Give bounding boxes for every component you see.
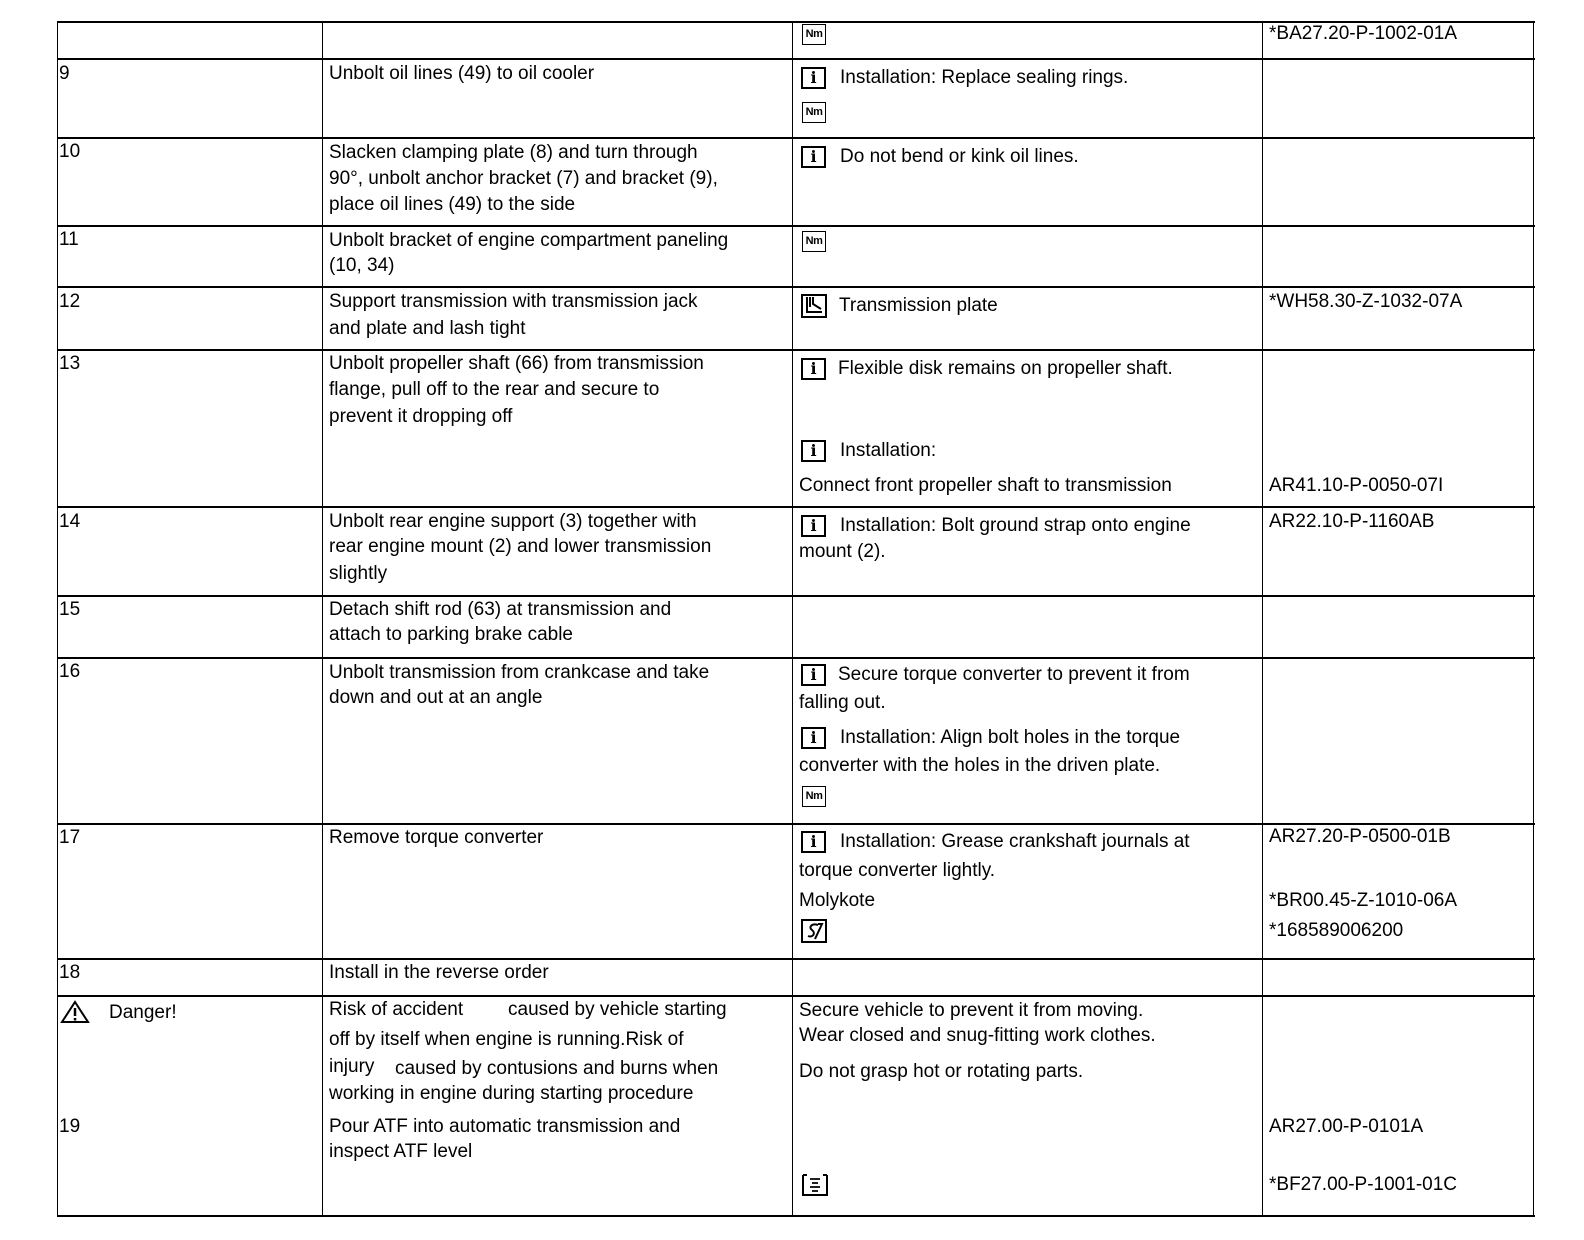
step-action: Unbolt propeller shaft (66) from transmission xyxy=(329,353,704,374)
info-icon: i xyxy=(801,146,826,168)
step-action: down and out at an angle xyxy=(329,687,543,708)
column-divider xyxy=(322,21,323,1217)
row-divider xyxy=(57,225,1535,227)
reference-code: AR41.10-P-0050-07I xyxy=(1269,475,1444,496)
row-divider xyxy=(57,506,1535,508)
info-icon: i xyxy=(801,727,826,749)
note-line: i Secure torque converter to prevent it from xyxy=(801,662,1190,688)
note-line: falling out. xyxy=(799,692,886,713)
step-action: and plate and lash tight xyxy=(329,318,526,339)
grease-icon xyxy=(801,919,827,943)
step-action: 90°, unbolt anchor bracket (7) and bracket (9), xyxy=(329,168,718,189)
note-line: converter with the holes in the driven plate. xyxy=(799,755,1161,776)
step-number: 13 xyxy=(59,353,81,374)
column-divider xyxy=(1262,21,1263,1217)
warning-triangle-icon xyxy=(60,1000,90,1024)
info-icon: i xyxy=(801,515,826,537)
note-line: Connect front propeller shaft to transmission xyxy=(799,475,1172,496)
step-number: 9 xyxy=(59,63,70,84)
fluid-level-icon xyxy=(801,1171,829,1197)
step-action: Slacken clamping plate (8) and turn through xyxy=(329,142,698,163)
note-line: Wear closed and snug-fitting work clothes. xyxy=(799,1025,1156,1046)
step-number: 15 xyxy=(59,599,81,620)
note-line: Secure vehicle to prevent it from moving. xyxy=(799,1000,1144,1021)
step-action: (10, 34) xyxy=(329,255,395,276)
note-line: Molykote xyxy=(799,890,876,911)
step-action: caused by contusions and burns when xyxy=(395,1058,719,1079)
step-action: prevent it dropping off xyxy=(329,406,513,427)
column-divider xyxy=(792,21,793,1217)
info-icon: i xyxy=(801,358,826,380)
torque-icon: Nm xyxy=(802,231,826,252)
reference-code: *BA27.20-P-1002-01A xyxy=(1269,23,1458,44)
row-divider xyxy=(57,995,1535,997)
step-action: caused by vehicle starting xyxy=(508,999,727,1020)
row-divider xyxy=(57,349,1535,351)
info-icon: i xyxy=(801,67,826,89)
row-divider xyxy=(57,58,1535,60)
step-number: 16 xyxy=(59,661,81,682)
step-action: Pour ATF into automatic transmission and xyxy=(329,1116,681,1137)
step-action: Unbolt bracket of engine compartment paneling xyxy=(329,230,729,251)
step-action: injury xyxy=(329,1056,375,1077)
torque-icon: Nm xyxy=(802,102,826,123)
column-divider xyxy=(1533,21,1534,1217)
reference-code: AR27.20-P-0500-01B xyxy=(1269,826,1451,847)
step-number: 12 xyxy=(59,291,81,312)
step-action: Remove torque converter xyxy=(329,827,544,848)
note-line: i Flexible disk remains on propeller shaft. xyxy=(801,356,1173,382)
step-number: 14 xyxy=(59,511,81,532)
step-action: attach to parking brake cable xyxy=(329,624,573,645)
torque-icon: Nm xyxy=(802,786,826,807)
danger-label: Danger! xyxy=(109,1002,177,1023)
note-line: i Installation: Grease crankshaft journals at xyxy=(801,829,1190,855)
step-action: inspect ATF level xyxy=(329,1141,473,1162)
info-icon: i xyxy=(801,440,826,462)
note-line: Do not grasp hot or rotating parts. xyxy=(799,1061,1084,1082)
note-line: i Do not bend or kink oil lines. xyxy=(801,144,1079,170)
step-action: Unbolt rear engine support (3) together with xyxy=(329,511,697,532)
row-divider xyxy=(57,657,1535,659)
note-line: torque converter lightly. xyxy=(799,860,996,881)
note-line: i Installation: xyxy=(801,438,936,464)
reference-code: *168589006200 xyxy=(1269,920,1404,941)
info-icon: i xyxy=(801,664,826,686)
reference-code: *BF27.00-P-1001-01C xyxy=(1269,1174,1457,1195)
step-action: Unbolt transmission from crankcase and take xyxy=(329,662,710,683)
step-action: Install in the reverse order xyxy=(329,962,549,983)
step-action: slightly xyxy=(329,563,388,584)
note-line: Transmission plate xyxy=(801,293,998,319)
step-action: rear engine mount (2) and lower transmission xyxy=(329,536,712,557)
row-divider xyxy=(57,595,1535,597)
row-divider xyxy=(57,1215,1535,1217)
step-number: 10 xyxy=(59,141,81,162)
reference-code: *BR00.45-Z-1010-06A xyxy=(1269,890,1457,911)
note-line: i Installation: Bolt ground strap onto engine xyxy=(801,513,1191,539)
column-divider xyxy=(57,21,58,1217)
step-action: place oil lines (49) to the side xyxy=(329,194,576,215)
step-number: 11 xyxy=(59,229,79,250)
step-number: 19 xyxy=(59,1116,81,1137)
note-line: mount (2). xyxy=(799,541,886,562)
step-action: Unbolt oil lines (49) to oil cooler xyxy=(329,63,595,84)
tool-plate-icon xyxy=(801,294,827,318)
info-icon: i xyxy=(801,831,826,853)
reference-code: AR22.10-P-1160AB xyxy=(1269,511,1435,532)
step-number: 17 xyxy=(59,827,81,848)
reference-code: AR27.00-P-0101A xyxy=(1269,1116,1424,1137)
note-line: i Installation: Replace sealing rings. xyxy=(801,65,1128,91)
row-divider xyxy=(57,286,1535,288)
row-divider xyxy=(57,137,1535,139)
step-action: Detach shift rod (63) at transmission and xyxy=(329,599,672,620)
note-line: i Installation: Align bolt holes in the torque xyxy=(801,725,1180,751)
step-action: Risk of accident xyxy=(329,999,464,1020)
reference-code: *WH58.30-Z-1032-07A xyxy=(1269,291,1463,312)
row-divider xyxy=(57,958,1535,960)
step-action: working in engine during starting procedure xyxy=(329,1083,694,1104)
procedure-table xyxy=(57,21,1535,1217)
step-action: off by itself when engine is running.Risk of xyxy=(329,1029,684,1050)
step-number: 18 xyxy=(59,962,81,983)
step-action: Support transmission with transmission jack xyxy=(329,291,698,312)
step-action: flange, pull off to the rear and secure to xyxy=(329,379,660,400)
torque-icon: Nm xyxy=(802,24,826,45)
